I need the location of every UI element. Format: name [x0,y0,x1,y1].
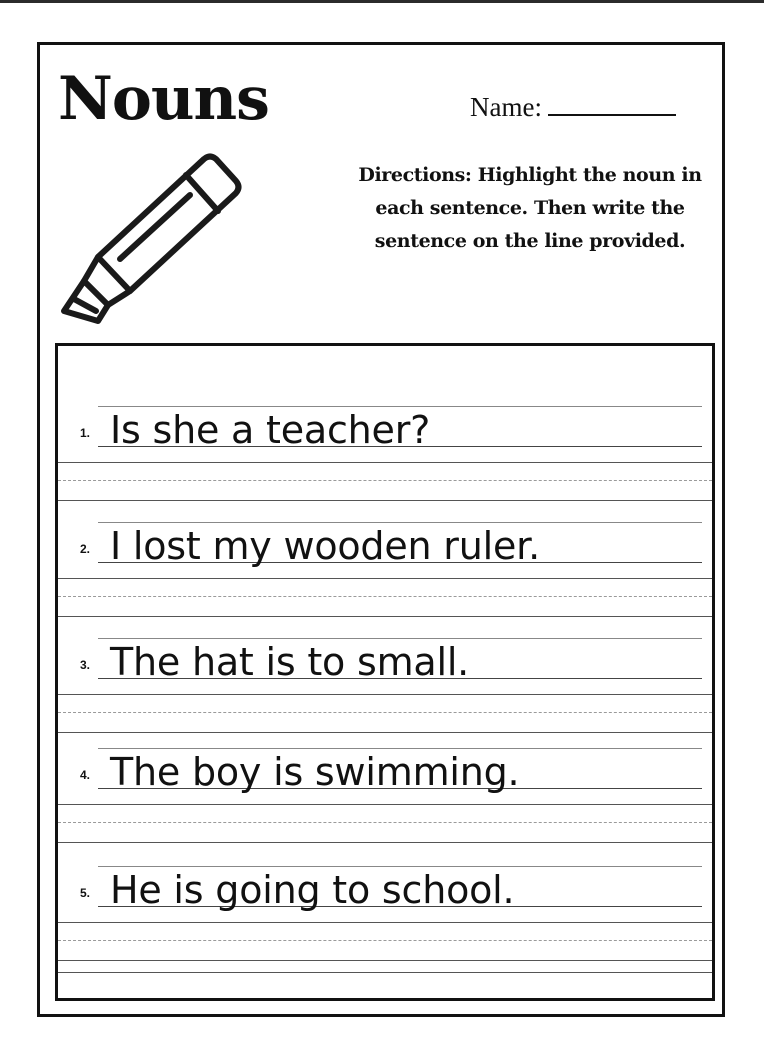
writing-base-line [58,842,712,843]
writing-top-line [58,804,712,805]
writing-mid-line [58,480,712,481]
writing-lines-area [55,343,715,1001]
sentence-text: He is going to school. [110,868,515,912]
writing-mid-line [58,940,712,941]
writing-mid-line [58,712,712,713]
writing-mid-line [58,822,712,823]
writing-mid-line [58,596,712,597]
sentence-number: 5. [80,886,91,900]
top-guide-line [98,406,702,407]
name-label: Name: [470,92,542,122]
name-write-line[interactable] [548,114,676,116]
writing-top-line [58,922,712,923]
top-guide-line [98,638,702,639]
directions-text: Directions: Highlight the noun in each sentence. Then write the sentence on the line provided. [358,164,702,252]
top-guide-line [98,748,702,749]
sentence-text: The hat is to small. [110,640,470,684]
sentence-text: Is she a teacher? [110,408,431,452]
writing-top-line [58,694,712,695]
sentence-number: 2. [80,542,91,556]
writing-top-line [58,578,712,579]
sentence-text: I lost my wooden ruler. [110,524,540,568]
sentence-number: 4. [80,768,91,782]
top-edge-bar [0,0,764,3]
writing-top-line [58,462,712,463]
worksheet-title: Nouns [58,64,269,134]
sentence-number: 1. [80,426,91,440]
top-guide-line [98,866,702,867]
writing-base-line [58,732,712,733]
sentence-number: 3. [80,658,91,672]
writing-base-line [58,500,712,501]
worksheet-page [37,42,725,1017]
highlighter-marker-icon [58,149,248,329]
sentence-text: The boy is swimming. [110,750,520,794]
writing-base-line [58,616,712,617]
top-guide-line [98,522,702,523]
bottom-writing-line [58,972,712,973]
writing-base-line [58,960,712,961]
name-field [470,91,676,123]
